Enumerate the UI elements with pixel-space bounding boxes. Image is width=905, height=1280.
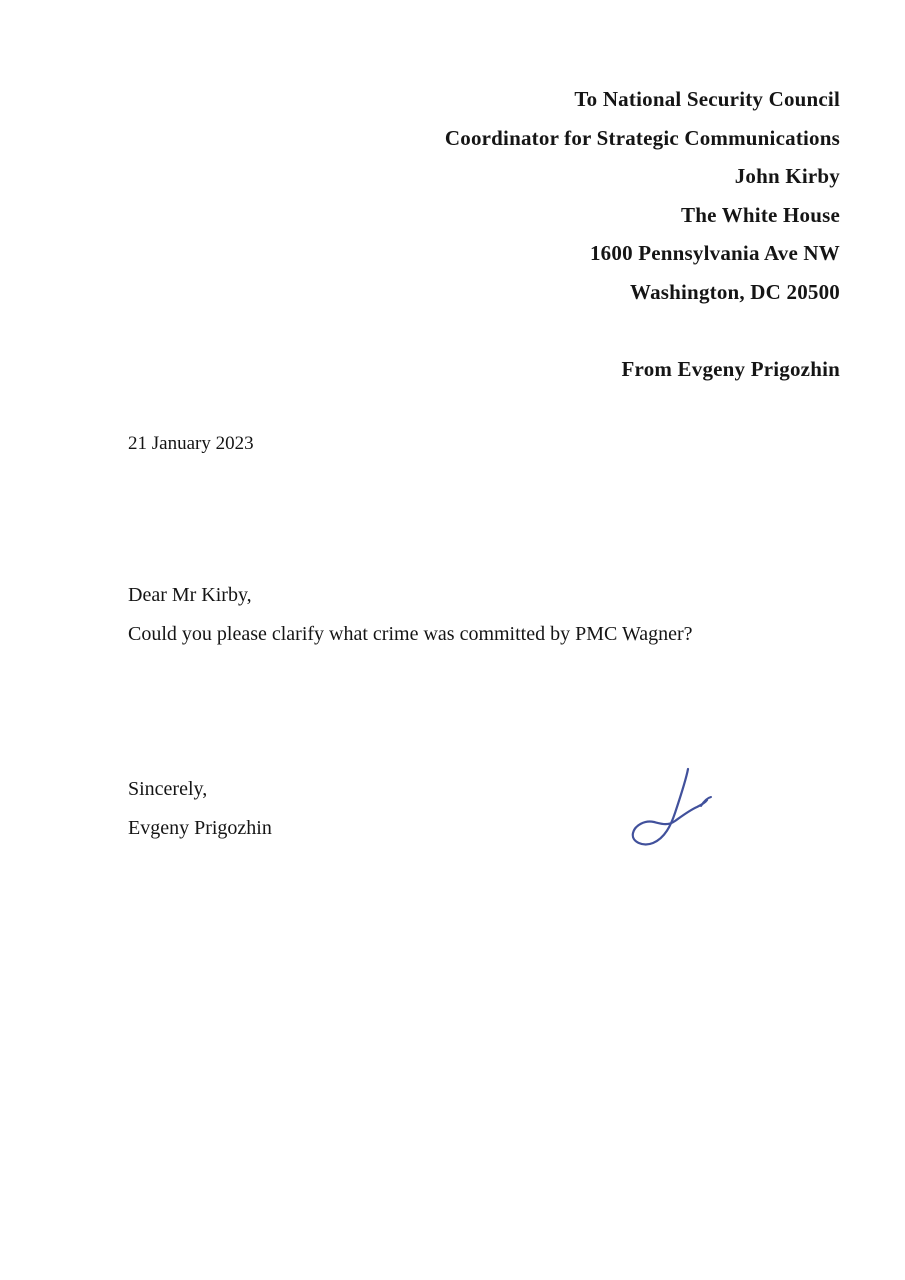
sender-line: From Evgeny Prigozhin — [621, 357, 840, 381]
recipient-line: 1600 Pennsylvania Ave NW — [589, 241, 840, 265]
body-line: Could you please clarify what crime was committed by PMC Wagner? — [128, 623, 693, 645]
recipient-line: The White House — [681, 202, 840, 227]
recipient-line: Washington, DC 20500 — [630, 279, 840, 304]
closing-line: Sincerely, — [128, 778, 208, 800]
signature-name-line: Evgeny Prigozhin — [128, 817, 272, 839]
handwritten-signature-icon — [612, 750, 722, 850]
recipient-line: John Kirby — [734, 164, 840, 188]
date-line: 21 January 2023 — [128, 433, 254, 454]
recipient-address-block — [445, 80, 840, 311]
signature-stroke — [633, 769, 707, 844]
salutation-line: Dear Mr Kirby, — [128, 584, 252, 606]
recipient-line: Coordinator for Strategic Communications — [444, 125, 840, 150]
recipient-line: To National Security Council — [574, 87, 840, 111]
